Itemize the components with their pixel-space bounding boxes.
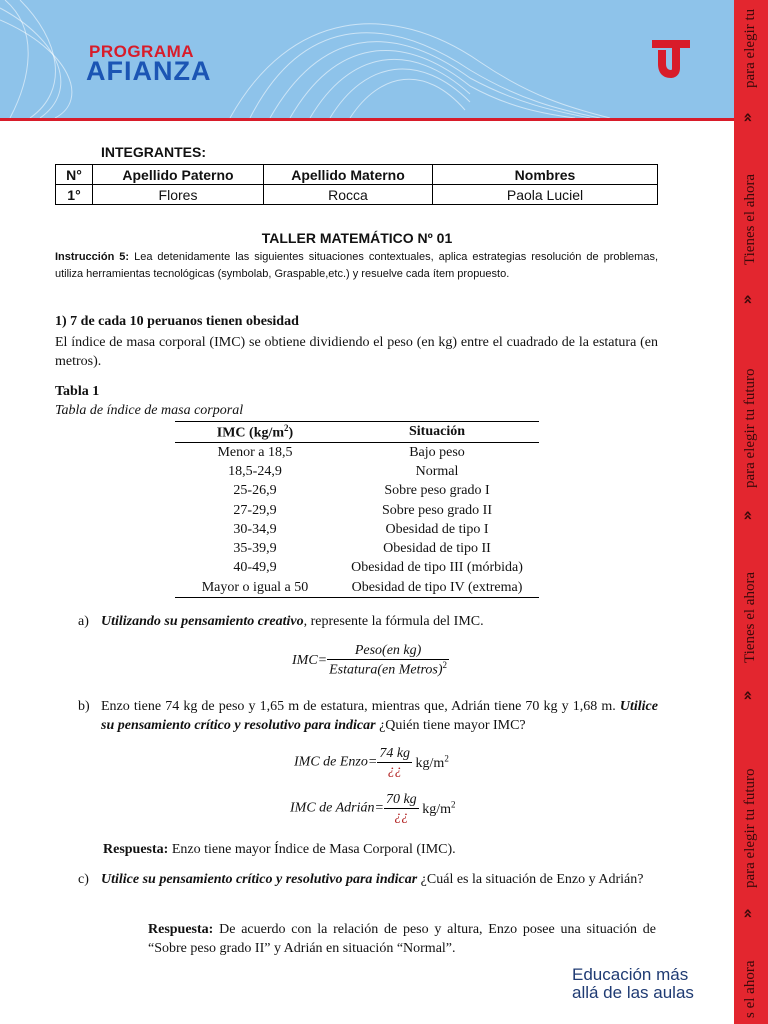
table-row [175,462,539,481]
header-divider [0,118,734,121]
formula-adrian-lhs: IMC de Adrián= [290,800,384,816]
side-phrase: Tienes el ahora [742,571,758,663]
col-number: N° [56,165,93,185]
table-caption: Tabla de índice de masa corporal [55,403,244,418]
col-imc-text: IMC (kg/m [216,425,285,441]
formula-imc-lhs: IMC= [292,652,328,668]
question-1-text: El índice de masa corporal (IMC) se obtiene dividiendo el peso (en kg) entre el cuadrado de la estatura (en metros). [55,335,658,369]
double-chevron-icon: » [737,294,757,305]
formula-enzo-denominator: ¿¿ [387,763,402,778]
formula-adrian-unit: kg/m [422,801,451,817]
item-a-text: , represente la fórmula del IMC. [303,614,484,629]
imc-situation: Obesidad de tipo I [385,521,489,537]
formula-enzo-numerator: 74 kg [379,746,411,761]
col-names: Nombres [433,165,658,185]
col-imc [175,422,335,443]
imc-situation: Obesidad de tipo III (mórbida) [351,560,523,576]
instruction [55,249,658,283]
item-c-label: c) [78,872,89,887]
footer-line-1: Educación más [572,965,689,984]
table-row [175,443,539,463]
imc-situation: Bajo peso [409,444,465,460]
item-a-emphasis: Utilizando su pensamiento creativo [101,614,304,629]
col-paternal: Apellido Paterno [93,165,264,185]
answer-c [148,920,656,958]
header-banner [0,0,734,118]
table-row [175,559,539,578]
item-b [78,697,658,737]
member-number: 1° [56,185,93,205]
formula-enzo-unit: kg/m [415,755,445,771]
side-phrase: Tienes el ahora [742,173,758,265]
answer-b [103,840,658,859]
side-phrase: para elegir tu futuro [742,768,758,888]
members-heading: INTEGRANTES: [101,144,206,160]
formula-adrian [290,792,455,825]
col-imc-close: ) [288,425,294,441]
formula-enzo-unit-sup: 2 [444,753,449,764]
double-chevron-icon: » [737,908,757,919]
item-b-text1: Enzo tiene 74 kg de peso y 1,65 m de estatura, mientras que, Adrián tiene 70 kg y 1,68 m. [101,699,620,714]
formula-imc-denominator: Estatura(en Metros) [329,662,443,678]
formula-enzo-lhs: IMC de Enzo= [294,754,378,770]
side-phrase: para elegir tu [742,8,758,88]
imc-range: 25-26,9 [233,483,277,499]
table-row [175,539,539,558]
item-c [78,870,658,910]
answer-b-lead: Respuesta: [103,842,169,857]
table-row [175,501,539,520]
col-maternal: Apellido Materno [264,165,433,185]
answer-c-text: De acuerdo con la relación de peso y altura, Enzo posee una situación de “Sobre peso grado II” y Adrián en situación “Normal”. [148,922,656,956]
item-a [78,612,658,632]
question-1-title: 1) 7 de cada 10 peruanos tienen obesidad [55,314,299,329]
imc-range: Menor a 18,5 [217,444,293,460]
formula-imc-exponent: 2 [442,660,448,670]
item-b-label: b) [78,699,90,714]
imc-range: 35-39,9 [233,541,277,557]
member-paternal: Flores [93,185,264,205]
double-chevron-icon: » [737,690,757,701]
col-situacion: Situación [335,422,539,443]
side-phrase: s el ahora [742,960,758,1018]
double-chevron-icon: » [737,510,757,521]
imc-situation: Obesidad de tipo IV (extrema) [335,578,539,598]
imc-range: 40-49,9 [233,560,277,576]
col-imc-sup: 2 [284,422,289,433]
imc-range: 18,5-24,9 [228,463,282,479]
member-names: Paola Luciel [433,185,658,205]
table-row [56,185,658,205]
formula-adrian-denominator: ¿¿ [394,809,409,824]
imc-header-row [175,422,539,443]
member-maternal: Rocca [264,185,433,205]
members-header-row [56,165,658,185]
imc-range: Mayor o igual a 50 [175,578,335,598]
members-table [55,164,658,205]
imc-situation: Obesidad de tipo II [383,541,491,557]
item-c-text: ¿Cuál es la situación de Enzo y Adrián? [417,872,644,887]
program-label: PROGRAMA [89,42,195,61]
formula-imc-numerator: Peso(en kg) [327,643,449,660]
answer-b-text: Enzo tiene mayor Índice de Masa Corporal (IMC). [168,842,456,857]
imc-situation: Sobre peso grado I [384,483,490,499]
side-phrase: para elegir tu futuro [742,368,758,488]
formula-enzo [294,746,449,779]
item-a-label: a) [78,614,89,629]
imc-range: 30-34,9 [233,521,277,537]
imc-situation: Normal [415,463,459,479]
table-row [175,482,539,501]
imc-range: 27-29,9 [233,502,277,518]
page-title: TALLER MATEMÁTICO Nº 01 [261,230,453,246]
formula-adrian-numerator: 70 kg [385,792,417,807]
table-label: Tabla 1 [55,384,100,399]
university-logo-icon [650,38,692,80]
double-chevron-icon: » [737,112,757,123]
answer-c-lead: Respuesta: [148,922,214,937]
formula-adrian-unit-sup: 2 [450,799,456,810]
imc-table [175,421,539,598]
instruction-text: Lea detenidamente las siguientes situaciones contextuales, aplica estrategias resolución de problemas, utiliza herramientas tecnológicas (symbolab, Graspable,etc.) y resuelve cada ítem propuesto. [55,251,659,280]
table-row [175,520,539,539]
table-row [175,578,539,598]
footer-slogan [572,966,694,1002]
footer-line-2: allá de las aulas [572,983,694,1002]
item-b-text2: ¿Quién tiene mayor IMC? [375,718,526,733]
imc-situation: Sobre peso grado II [381,502,493,518]
instruction-lead: Instrucción 5: [55,251,130,263]
formula-imc [292,643,449,679]
program-name: AFIANZA [86,56,212,86]
item-c-emphasis: Utilice su pensamiento crítico y resolutivo para indicar [101,872,418,887]
item-b-emphasis: Utilice su pensamiento crítico y resolutivo para indicar [101,699,658,733]
